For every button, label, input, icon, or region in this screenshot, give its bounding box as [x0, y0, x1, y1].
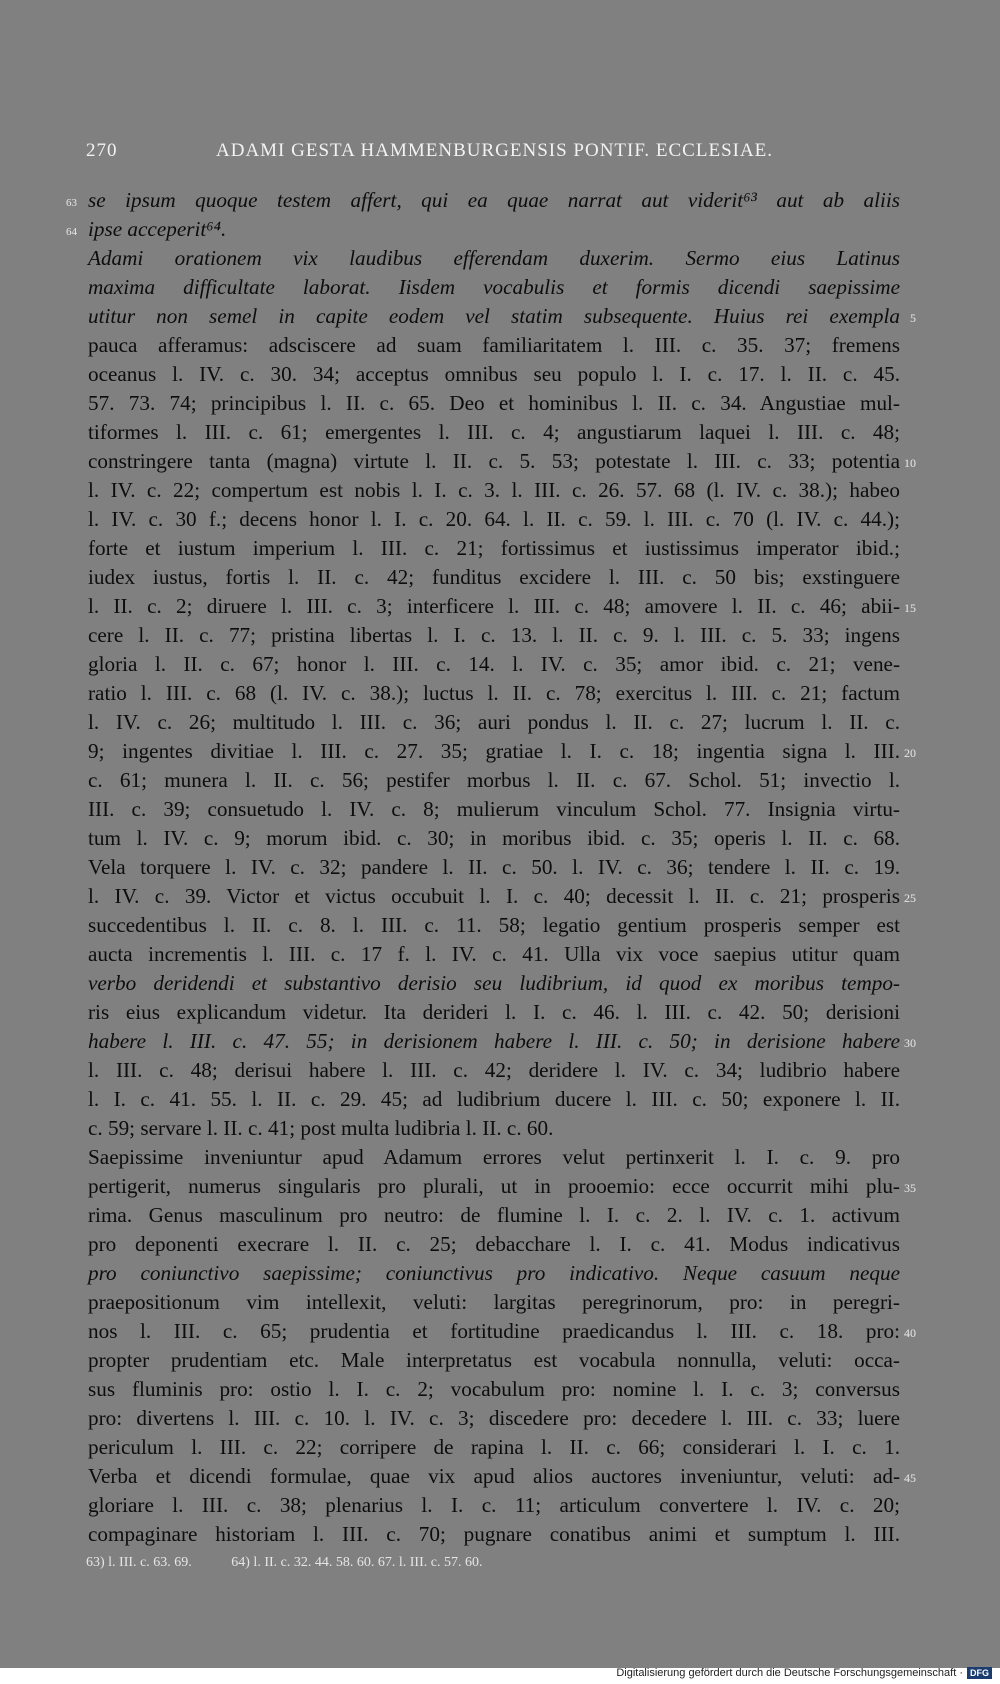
line-text: tiformes l. III. c. 61; emergentes l. III. c. 4; angustiarum laquei l. III. c. 48;	[88, 420, 900, 444]
text-line	[88, 592, 916, 621]
line-text: pro deponenti execrare l. II. c. 25; debacchare l. I. c. 41. Modus indicativus	[88, 1232, 900, 1256]
running-title: ADAMI GESTA HAMMENBURGENSIS PONTIF. ECCLESIAE.	[216, 140, 774, 161]
text-line	[88, 1375, 900, 1404]
line-text: Verba et dicendi formulae, quae vix apud alios auctores inveniuntur, veluti: ad-	[88, 1464, 900, 1488]
text-line	[88, 505, 900, 534]
text-line	[88, 853, 900, 882]
text-line	[66, 215, 900, 244]
line-text: oceanus l. IV. c. 30. 34; acceptus omnibus seu populo l. I. c. 17. l. II. c. 45.	[88, 362, 900, 386]
text-line	[88, 302, 916, 331]
line-text: cere l. II. c. 77; pristina libertas l. I. c. 13. l. II. c. 9. l. III. c. 5. 33; ingens	[88, 623, 900, 647]
line-text: forte et iustum imperium l. III. c. 21; fortissimus et iustissimus imperator ibid.;	[88, 536, 900, 560]
line-number: 10	[904, 456, 916, 470]
text-line	[88, 969, 900, 998]
text-line	[88, 1259, 900, 1288]
body-text	[66, 186, 916, 1549]
text-line	[88, 1085, 900, 1114]
line-text: pertigerit, numerus singularis pro plurali, ut in prooemio: ecce occurrit mihi plu-	[88, 1174, 900, 1198]
text-line	[88, 273, 900, 302]
line-text: propter prudentiam etc. Male interpretatus est vocabula nonnulla, veluti: occa-	[88, 1348, 900, 1372]
line-text: ipse acceperit⁶⁴.	[88, 217, 227, 241]
line-text: c. 61; munera l. II. c. 56; pestifer morbus l. II. c. 67. Schol. 51; invectio l.	[88, 768, 900, 792]
line-number: 30	[904, 1036, 916, 1050]
text-line	[88, 650, 900, 679]
line-text: sus fluminis pro: ostio l. I. c. 2; vocabulum pro: nomine l. I. c. 3; conversus	[88, 1377, 900, 1401]
text-line	[88, 1288, 900, 1317]
text-line	[88, 795, 900, 824]
text-line	[88, 1230, 900, 1259]
text-line	[88, 1346, 900, 1375]
text-line	[88, 679, 900, 708]
credit-text: Digitalisierung gefördert durch die Deutsche Forschungsgemeinschaft ·	[616, 1667, 963, 1679]
line-text: l. I. c. 41. 55. l. II. c. 29. 45; ad ludibrium ducere l. III. c. 50; exponere l. II.	[88, 1087, 900, 1111]
line-number: 45	[904, 1471, 916, 1485]
line-text: c. 59; servare l. II. c. 41; post multa ludibria l. II. c. 60.	[88, 1116, 554, 1140]
text-line	[88, 1056, 900, 1085]
footnote-marker: 63	[66, 197, 77, 209]
text-line	[88, 824, 900, 853]
line-text: gloria l. II. c. 67; honor l. III. c. 14. l. IV. c. 35; amor ibid. c. 21; vene-	[88, 652, 900, 676]
text-line	[88, 1114, 900, 1143]
line-number: 20	[904, 746, 916, 760]
text-line	[88, 1027, 916, 1056]
line-text: l. IV. c. 39. Victor et victus occubuit l. I. c. 40; decessit l. II. c. 21; prosperis	[88, 884, 900, 908]
text-line	[88, 1201, 900, 1230]
line-text: rima. Genus masculinum pro neutro: de flumine l. I. c. 2. l. IV. c. 1. activum	[88, 1203, 900, 1227]
line-text: pro coniunctivo saepissime; coniunctivus pro indicativo. Neque casuum neque	[88, 1261, 900, 1285]
line-text: iudex iustus, fortis l. II. c. 42; funditus excidere l. III. c. 50 bis; exstinguere	[88, 565, 900, 589]
text-line	[88, 1404, 900, 1433]
line-number: 5	[910, 311, 916, 325]
line-text: Saepissime inveniuntur apud Adamum errores velut pertinxerit l. I. c. 9. pro	[88, 1145, 900, 1169]
line-text: aucta incrementis l. III. c. 17 f. l. IV. c. 41. Ulla vix voce saepius utitur quam	[88, 942, 900, 966]
line-text: se ipsum quoque testem affert, qui ea quae narrat aut viderit⁶³ aut ab aliis	[88, 188, 900, 212]
line-text: pro: divertens l. III. c. 10. l. IV. c. 3; discedere pro: decedere l. III. c. 33; luere	[88, 1406, 900, 1430]
text-line	[88, 360, 900, 389]
text-line	[88, 476, 900, 505]
text-line	[88, 1433, 900, 1462]
line-text: 9; ingentes divitiae l. III. c. 27. 35; gratiae l. I. c. 18; ingentia signa l. III.	[88, 739, 900, 763]
text-line	[88, 563, 900, 592]
line-text: l. II. c. 2; diruere l. III. c. 3; interficere l. III. c. 48; amovere l. II. c. 46; abii-	[88, 594, 900, 618]
line-text: l. IV. c. 22; compertum est nobis l. I. c. 3. l. III. c. 26. 57. 68 (l. IV. c. 38.); habeo	[88, 478, 900, 502]
line-text: tum l. IV. c. 9; morum ibid. c. 30; in moribus ibid. c. 35; operis l. II. c. 68.	[88, 826, 900, 850]
line-text: ratio l. III. c. 68 (l. IV. c. 38.); luctus l. II. c. 78; exercitus l. III. c. 21; factum	[88, 681, 900, 705]
text-line	[88, 621, 900, 650]
line-text: l. IV. c. 30 f.; decens honor l. I. c. 20. 64. l. II. c. 59. l. III. c. 70 (l. IV. c. 44.);	[88, 507, 900, 531]
line-text: habere l. III. c. 47. 55; in derisionem habere l. III. c. 50; in derisione habere	[88, 1029, 900, 1053]
text-line	[88, 331, 900, 360]
dfg-logo-icon: DFG	[967, 1667, 992, 1679]
text-line	[88, 882, 916, 911]
page-number: 270	[86, 140, 118, 161]
text-line	[88, 940, 900, 969]
line-number: 15	[904, 601, 916, 615]
line-text: constringere tanta (magna) virtute l. II. c. 5. 53; potestate l. III. c. 33; potentia	[88, 449, 900, 473]
text-line	[66, 186, 900, 215]
text-line	[88, 1317, 916, 1346]
line-text: pauca afferamus: adsciscere ad suam familiaritatem l. III. c. 35. 37; fremens	[88, 333, 900, 357]
footnote-63: 63) l. III. c. 63. 69.	[86, 1555, 192, 1570]
line-text: compaginare historiam l. III. c. 70; pugnare conatibus animi et sumptum l. III.	[88, 1522, 900, 1546]
text-line	[88, 418, 900, 447]
line-text: Adami orationem vix laudibus efferendam duxerim. Sermo eius Latinus	[88, 246, 900, 270]
line-text: l. III. c. 48; derisui habere l. III. c. 42; deridere l. IV. c. 34; ludibrio habere	[88, 1058, 900, 1082]
text-line	[88, 1462, 916, 1491]
footnotes	[86, 1555, 518, 1571]
text-line	[88, 766, 900, 795]
text-line	[88, 911, 900, 940]
line-number: 40	[904, 1326, 916, 1340]
text-line	[88, 737, 916, 766]
line-number: 25	[904, 891, 916, 905]
text-line	[88, 1491, 900, 1520]
line-text: maxima difficultate laborat. Iisdem vocabulis et formis dicendi saepissime	[88, 275, 900, 299]
footnote-64: 64) l. II. c. 32. 44. 58. 60. 67. l. III. c. 57. 60.	[231, 1555, 483, 1570]
text-line	[88, 998, 900, 1027]
text-line	[88, 244, 900, 273]
text-line	[88, 389, 900, 418]
line-text: praepositionum vim intellexit, veluti: largitas peregrinorum, pro: in peregri-	[88, 1290, 900, 1314]
line-text: l. IV. c. 26; multitudo l. III. c. 36; auri pondus l. II. c. 27; lucrum l. II. c.	[88, 710, 900, 734]
line-text: utitur non semel in capite eodem vel statim subsequente. Huius rei exempla	[88, 304, 900, 328]
text-line	[88, 534, 900, 563]
line-number: 35	[904, 1181, 916, 1195]
digitization-credit	[616, 1667, 992, 1679]
line-text: gloriare l. III. c. 38; plenarius l. I. c. 11; articulum convertere l. IV. c. 20;	[88, 1493, 900, 1517]
line-text: III. c. 39; consuetudo l. IV. c. 8; mulierum vinculum Schol. 77. Insignia virtu-	[88, 797, 900, 821]
text-line	[88, 1520, 900, 1549]
text-line	[88, 1172, 916, 1201]
text-line	[88, 447, 916, 476]
line-text: Vela torquere l. IV. c. 32; pandere l. II. c. 50. l. IV. c. 36; tendere l. II. c. 19.	[88, 855, 900, 879]
text-line	[88, 1143, 900, 1172]
footnote-marker: 64	[66, 226, 77, 238]
line-text: ris eius explicandum videtur. Ita derideri l. I. c. 46. l. III. c. 42. 50; derisioni	[88, 1000, 900, 1024]
line-text: succedentibus l. II. c. 8. l. III. c. 11. 58; legatio gentium prosperis semper est	[88, 913, 900, 937]
line-text: nos l. III. c. 65; prudentia et fortitudine praedicandus l. III. c. 18. pro:	[88, 1319, 900, 1343]
line-text: periculum l. III. c. 22; corripere de rapina l. II. c. 66; considerari l. I. c. 1.	[88, 1435, 900, 1459]
text-line	[88, 708, 900, 737]
line-text: verbo deridendi et substantivo derisio seu ludibrium, id quod ex moribus tempo-	[88, 971, 900, 995]
line-text: 57. 73. 74; principibus l. II. c. 65. Deo et hominibus l. II. c. 34. Angustiae mul-	[88, 391, 900, 415]
